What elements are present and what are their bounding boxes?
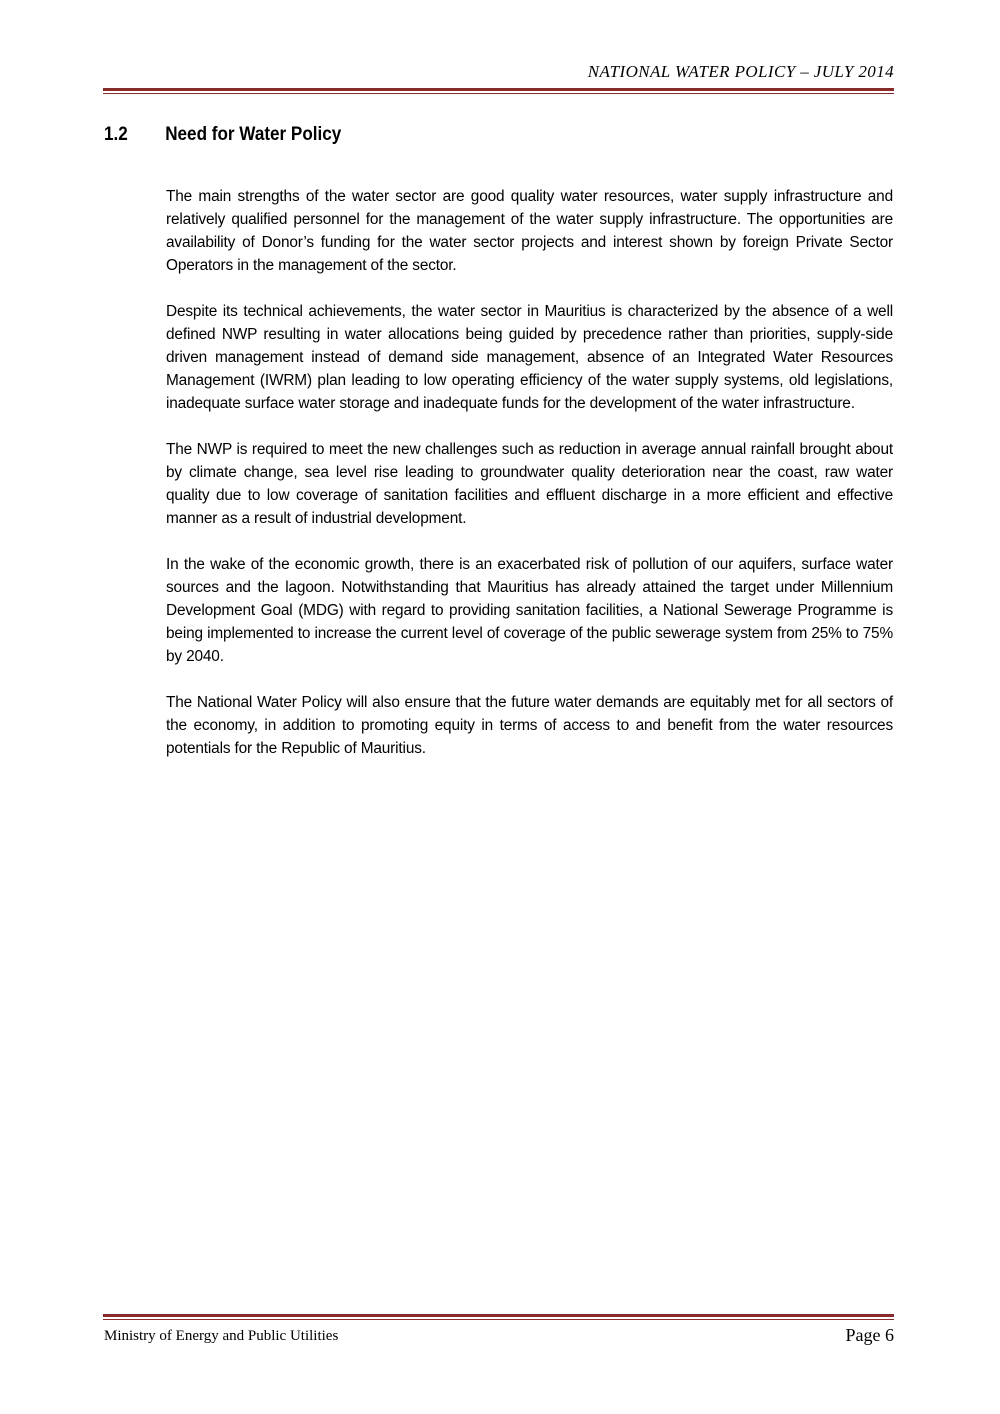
paragraph: Despite its technical achievements, the water sector in Mauritius is characterized by the absence of a well defined NWP resulting in water allocations being guided by precedence rather than priorities, supply-side driven management instead of demand side management, absence of an Integrated Water Resources Management (IWRM) plan leading to low operating efficiency of the water supply systems, old legislations, inadequate surface water storage and inadequate funds for the development of the water infrastructure. [166,303,893,412]
paragraph: In the wake of the economic growth, there is an exacerbated risk of pollution of our aquifers, surface water sources and the lagoon. Notwithstanding that Mauritius has already attained the target under Millennium Development Goal (MDG) with regard to providing sanitation facilities, a National Sewerage Programme is being implemented to increase the current level of coverage of the public sewerage system from 25% to 75% by 2040. [166,556,893,665]
section-body [166,185,893,783]
paragraph: The NWP is required to meet the new challenges such as reduction in average annual rainfall brought about by climate change, sea level rise leading to groundwater quality deterioration near the coast, raw water quality due to low coverage of sanitation facilities and effluent discharge in a more efficient and effective manner as a result of industrial development. [166,441,893,527]
paragraph: The main strengths of the water sector are good quality water resources, water supply infrastructure and relatively qualified personnel for the management of the water supply infrastructure. The opportunities are availability of Donor’s funding for the water sector projects and interest shown by foreign Private Sector Operators in the management of the sector. [166,188,893,274]
footer-rule-thin [103,1319,894,1320]
page-header-title: NATIONAL WATER POLICY – JULY 2014 [587,62,894,81]
footer-organization: Ministry of Energy and Public Utilities [104,1328,339,1344]
paragraph: The National Water Policy will also ensure that the future water demands are equitably met for all sectors of the economy, in addition to promoting equity in terms of access to and benefit from the water resources potentials for the Republic of Mauritius. [166,694,893,757]
section-title: Need for Water Policy [165,124,342,145]
footer-rule [103,1314,894,1317]
section-heading [104,122,341,148]
header-rule-thin [103,93,894,94]
footer-page-number: Page 6 [845,1325,894,1345]
section-number: 1.2 [104,124,128,145]
header-rule [103,88,894,91]
